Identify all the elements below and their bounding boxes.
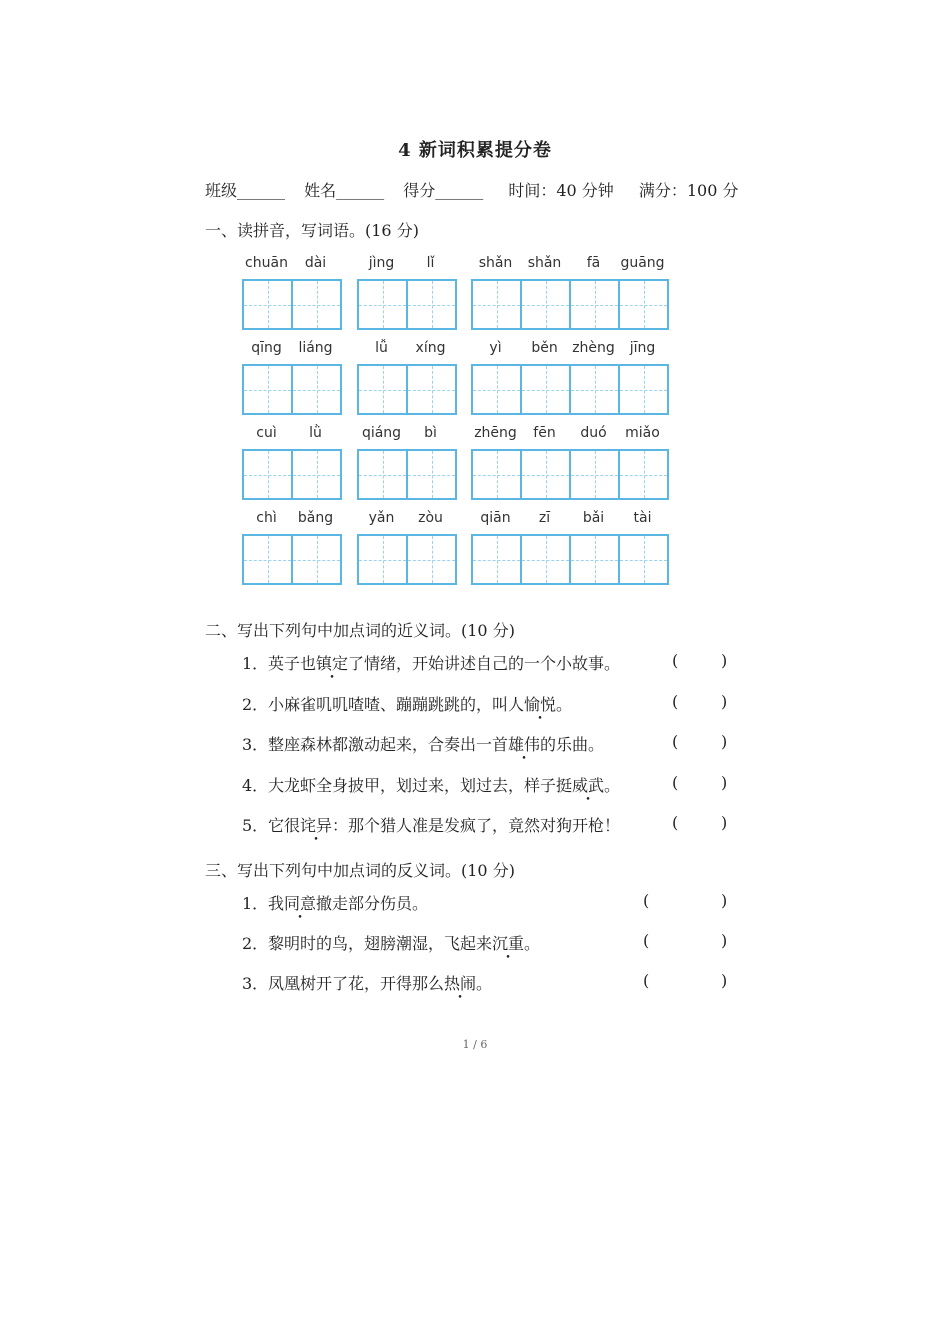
tianzige-cell[interactable] (408, 281, 457, 328)
tianzige-cell[interactable] (244, 451, 293, 498)
question-item (242, 891, 428, 914)
tianzige-cell[interactable] (522, 281, 571, 328)
question-text: 。 (524, 934, 541, 953)
writing-boxes (357, 364, 457, 415)
question-number: 1． (242, 654, 269, 673)
answer-blank-close[interactable]: ) (721, 732, 728, 751)
question-text: 黎明时的鸟，翅膀潮湿，飞起来 (268, 934, 493, 953)
student-info-row (205, 178, 739, 201)
dotted-word: 沉重 (492, 934, 525, 953)
pinyin-label: cuì (256, 425, 277, 441)
question-item (242, 732, 604, 755)
tianzige-cell[interactable] (473, 366, 522, 413)
pinyin-label: zhēng (474, 425, 517, 441)
tianzige-cell[interactable] (473, 536, 522, 583)
tianzige-cell[interactable] (244, 366, 293, 413)
tianzige-cell[interactable] (620, 281, 669, 328)
tianzige-cell[interactable] (571, 536, 620, 583)
pinyin-label: zhèng (572, 340, 615, 356)
pinyin-label: yì (489, 340, 502, 356)
writing-boxes (357, 279, 457, 330)
answer-blank-close[interactable]: ) (721, 931, 728, 950)
section1-heading: 一、读拼音，写词语。(16 分) (205, 221, 419, 240)
question-text: 。 (556, 694, 573, 714)
question-text: 了情绪，开始讲述自己的一个小故事。 (348, 654, 621, 673)
question-number: 3． (242, 974, 269, 993)
class-field[interactable]: 班级______ (205, 181, 286, 200)
tianzige-cell[interactable] (244, 536, 293, 583)
question-item (242, 692, 572, 715)
pinyin-label: jīng (629, 340, 656, 356)
writing-boxes (471, 449, 669, 500)
question-text: 的乐曲。 (540, 735, 605, 754)
answer-blank-close[interactable]: ) (721, 971, 728, 990)
pinyin-label: bì (424, 425, 437, 441)
writing-boxes (471, 279, 669, 330)
question-text: 。 (476, 974, 493, 993)
pinyin-label: chuān (245, 255, 288, 271)
pinyin-label: lǚ (375, 340, 388, 356)
answer-blank-open[interactable]: ( (643, 891, 650, 910)
pinyin-label: chì (256, 510, 277, 526)
question-text: 整座森林都激动起来，合奏出一首 (268, 735, 509, 754)
dotted-word: 热闹 (444, 974, 477, 993)
tianzige-cell[interactable] (408, 366, 457, 413)
writing-boxes (471, 364, 669, 415)
answer-blank-open[interactable]: ( (672, 732, 679, 751)
dotted-word: 诧异 (300, 816, 333, 835)
dotted-word: 镇定 (316, 654, 349, 673)
pinyin-label: qīng (251, 340, 282, 356)
writing-boxes (471, 534, 669, 585)
pinyin-label: shǎn (527, 255, 562, 271)
writing-boxes (242, 449, 342, 500)
pinyin-label: xíng (415, 340, 446, 356)
grid-row (242, 340, 672, 420)
answer-blank-open[interactable]: ( (672, 772, 679, 792)
answer-blank-close[interactable]: ) (721, 772, 728, 792)
answer-blank-open[interactable]: ( (672, 691, 679, 711)
name-field[interactable]: 姓名______ (304, 181, 385, 200)
time-label: 时间：40 分钟 (508, 181, 614, 200)
question-item (242, 971, 492, 994)
tianzige-cell[interactable] (522, 536, 571, 583)
pinyin-label: jìng (368, 255, 395, 271)
tianzige-cell[interactable] (571, 366, 620, 413)
pinyin-label: běn (531, 340, 558, 356)
question-text: 它很 (268, 816, 301, 835)
tianzige-cell[interactable] (408, 536, 457, 583)
question-number: 1． (242, 894, 269, 913)
question-number: 2． (242, 694, 269, 714)
dotted-word: 同意 (284, 894, 317, 913)
answer-blank-close[interactable]: ) (721, 891, 728, 910)
tianzige-cell[interactable] (473, 451, 522, 498)
question-number: 5． (242, 816, 269, 835)
question-number: 4． (242, 775, 269, 795)
dotted-word: 愉悦 (524, 694, 557, 714)
page-number: 1 / 6 (462, 1038, 488, 1051)
tianzige-cell[interactable] (408, 451, 457, 498)
section2-heading: 二、写出下列句中加点词的近义词。(10 分) (205, 621, 515, 640)
pinyin-label: qiān (480, 510, 511, 526)
question-item (242, 813, 620, 836)
question-text: ：那个猎人准是发疯了，竟然对狗开枪！ (332, 816, 621, 835)
question-number: 3． (242, 735, 269, 754)
answer-blank-open[interactable]: ( (672, 651, 679, 670)
pinyin-label: miǎo (625, 425, 660, 441)
tianzige-cell[interactable] (293, 536, 342, 583)
question-text: 。 (604, 775, 621, 795)
tianzige-cell[interactable] (522, 451, 571, 498)
tianzige-cell[interactable] (620, 451, 669, 498)
pinyin-label: duó (580, 425, 607, 441)
score-field[interactable]: 得分______ (403, 181, 484, 200)
answer-blank-close[interactable]: ) (721, 813, 728, 832)
pinyin-label: zòu (418, 510, 443, 526)
question-item (242, 651, 620, 674)
writing-boxes (242, 364, 342, 415)
tianzige-cell[interactable] (620, 366, 669, 413)
question-text: 我 (268, 894, 285, 913)
pinyin-label: qiáng (361, 425, 402, 441)
pinyin-label: fā (586, 255, 601, 271)
section3-heading: 三、写出下列句中加点词的反义词。(10 分) (205, 861, 515, 880)
dotted-word: 雄伟 (508, 735, 541, 754)
pinyin-label: fēn (533, 425, 556, 441)
pinyin-label: zī (538, 510, 551, 526)
writing-boxes (242, 534, 342, 585)
tianzige-cell[interactable] (359, 281, 408, 328)
tianzige-cell[interactable] (293, 451, 342, 498)
pinyin-label: bǎi (582, 510, 605, 526)
writing-boxes (242, 279, 342, 330)
question-text: 凤凰树开了花，开得那么 (268, 974, 445, 993)
question-number: 2． (242, 934, 269, 953)
pinyin-label: tài (633, 510, 652, 526)
writing-boxes (357, 534, 457, 585)
tianzige-cell[interactable] (620, 536, 669, 583)
tianzige-cell[interactable] (473, 281, 522, 328)
grid-row (242, 510, 672, 590)
pinyin-label: shǎn (478, 255, 513, 271)
answer-blank-open[interactable]: ( (672, 813, 679, 832)
question-text: 大龙虾全身披甲，划过来，划过去，样子挺 (268, 775, 573, 795)
answer-blank-open[interactable]: ( (643, 971, 650, 990)
writing-boxes (357, 449, 457, 500)
tianzige-cell[interactable] (359, 451, 408, 498)
pinyin-label: bǎng (297, 510, 334, 526)
question-item (242, 773, 620, 796)
tianzige-cell[interactable] (244, 281, 293, 328)
question-text: 撤走部分伤员。 (316, 894, 429, 913)
answer-blank-close[interactable]: ) (721, 691, 728, 711)
tianzige-cell[interactable] (359, 366, 408, 413)
page-title: 4 新词积累提分卷 (398, 140, 552, 161)
pinyin-label: yǎn (368, 510, 395, 526)
pinyin-label: dài (304, 255, 327, 271)
tianzige-cell[interactable] (293, 366, 342, 413)
grid-row (242, 425, 672, 505)
grid-row (242, 255, 672, 335)
tianzige-cell[interactable] (293, 281, 342, 328)
pinyin-label: liáng (298, 340, 333, 356)
pinyin-label: lǐ (426, 255, 435, 271)
pinyin-label: guāng (620, 255, 665, 271)
tianzige-cell[interactable] (359, 536, 408, 583)
question-text: 小麻雀叽叽喳喳、蹦蹦跳跳的，叫人 (268, 694, 525, 714)
answer-blank-close[interactable]: ) (721, 651, 728, 670)
dotted-word: 威武 (572, 775, 605, 795)
tianzige-cell[interactable] (571, 281, 620, 328)
answer-blank-open[interactable]: ( (643, 931, 650, 950)
tianzige-cell[interactable] (571, 451, 620, 498)
question-text: 英子也 (268, 654, 317, 673)
pinyin-label: lǜ (309, 425, 322, 441)
tianzige-cell[interactable] (522, 366, 571, 413)
full-score-label: 满分：100 分 (638, 181, 739, 200)
question-item (242, 931, 540, 954)
